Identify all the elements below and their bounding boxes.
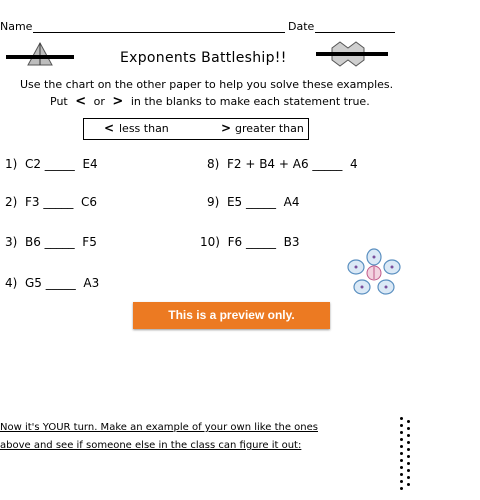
- instruction-rest: in the blanks to make each statement true.: [130, 95, 370, 108]
- your-turn-line-1: Now it's YOUR turn. Make an example of your own like the ones: [0, 422, 318, 433]
- key-greater-than-text: greater than: [235, 122, 304, 135]
- date-field-line[interactable]: [315, 32, 395, 33]
- instruction-put: Put: [50, 95, 68, 108]
- question-4: 4) G5 _____ A3: [5, 276, 100, 290]
- key-less-than-text: less than: [119, 122, 169, 135]
- instruction-or: or: [93, 95, 105, 108]
- question-8: 8) F2 + B4 + A6 _____ 4: [207, 157, 358, 171]
- greater-than-symbol: >: [112, 94, 124, 109]
- key-greater-than-symbol: >: [221, 121, 232, 135]
- question-10: 10) F6 _____ B3: [200, 235, 300, 249]
- symbol-key-box: [83, 118, 309, 140]
- question-2: 2) F3 _____ C6: [5, 195, 97, 209]
- name-label: Name: [0, 20, 33, 33]
- dotted-border-right: [407, 420, 410, 490]
- question-1: 1) C2 _____ E4: [5, 157, 98, 171]
- name-field-line[interactable]: [33, 32, 285, 33]
- question-9: 9) E5 _____ A4: [207, 195, 300, 209]
- preview-only-banner: This is a preview only.: [133, 302, 330, 329]
- date-label: Date: [288, 20, 315, 33]
- your-turn-line-2: above and see if someone else in the class can figure it out:: [0, 440, 302, 451]
- page-title: Exponents Battleship!!: [120, 50, 287, 66]
- dotted-border-left: [400, 417, 403, 494]
- question-3: 3) B6 _____ F5: [5, 235, 97, 249]
- less-than-symbol: <: [75, 94, 87, 109]
- key-less-than-symbol: <: [104, 121, 115, 135]
- flower-icon: [346, 247, 402, 297]
- instruction-line-1: Use the chart on the other paper to help you solve these examples.: [20, 78, 394, 91]
- instruction-line-2: [50, 94, 370, 109]
- submarine-icon: [312, 38, 392, 70]
- sailboat-icon: [0, 38, 80, 68]
